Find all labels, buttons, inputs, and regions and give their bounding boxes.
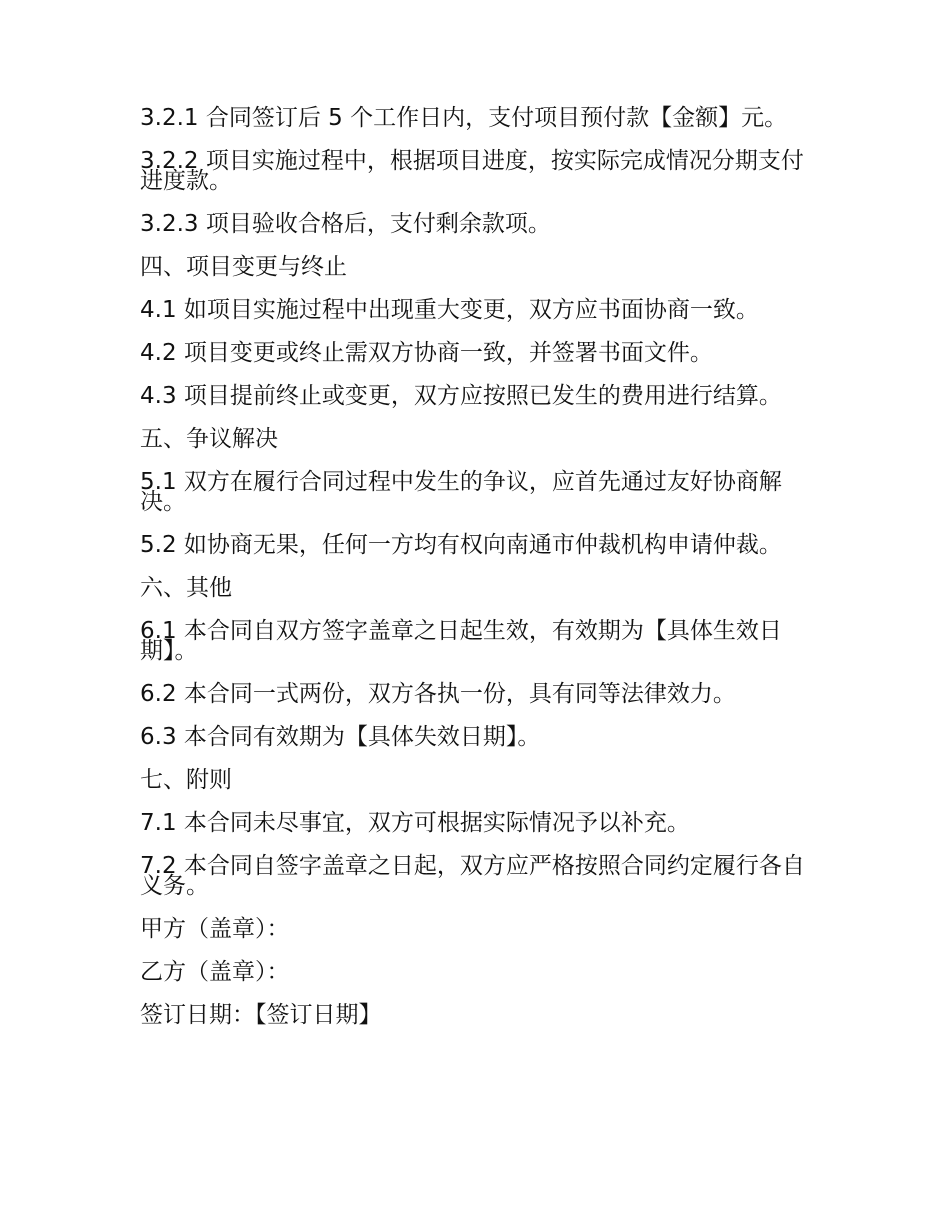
section-heading-5: 五、争议解决 (140, 426, 278, 452)
section-heading-6: 六、其他 (140, 575, 232, 601)
clause-5-2: 5.2 如协商无果，任何一方均有权向南通市仲裁机构申请仲裁。 (140, 532, 782, 558)
clause-6-1: 6.1 本合同自双方签字盖章之日起生效，有效期为【具体生效日期】。 (140, 618, 782, 664)
clause-4-2: 4.2 项目变更或终止需双方协商一致，并签署书面文件。 (140, 340, 713, 366)
clause-5-1: 5.1 双方在履行合同过程中发生的争议，应首先通过友好协商解决。 (140, 469, 782, 515)
clause-6-2: 6.2 本合同一式两份，双方各执一份，具有同等法律效力。 (140, 681, 736, 707)
clause-3-2-2: 3.2.2 项目实施过程中，根据项目进度，按实际完成情况分期支付进度款。 (140, 148, 804, 194)
clause-4-1: 4.1 如项目实施过程中出现重大变更，双方应书面协商一致。 (140, 297, 759, 323)
document-body (140, 105, 810, 1028)
section-heading-4: 四、项目变更与终止 (140, 254, 347, 280)
clause-7-2: 7.2 本合同自签字盖章之日起，双方应严格按照合同约定履行各自义务。 (140, 853, 805, 899)
clause-3-2-3: 3.2.3 项目验收合格后，支付剩余款项。 (140, 211, 551, 237)
clause-7-1: 7.1 本合同未尽事宜，双方可根据实际情况予以补充。 (140, 810, 690, 836)
clause-6-3: 6.3 本合同有效期为【具体失效日期】。 (140, 724, 541, 750)
party-b-seal-line: 乙方（盖章）： (140, 959, 290, 985)
signing-date-line: 签订日期：【签订日期】 (140, 1002, 382, 1028)
party-a-seal-line: 甲方（盖章）： (140, 916, 290, 942)
clause-3-2-1: 3.2.1 合同签订后 5 个工作日内，支付项目预付款【金额】元。 (140, 105, 788, 131)
clause-4-3: 4.3 项目提前终止或变更，双方应按照已发生的费用进行结算。 (140, 383, 782, 409)
section-heading-7: 七、附则 (140, 767, 232, 793)
